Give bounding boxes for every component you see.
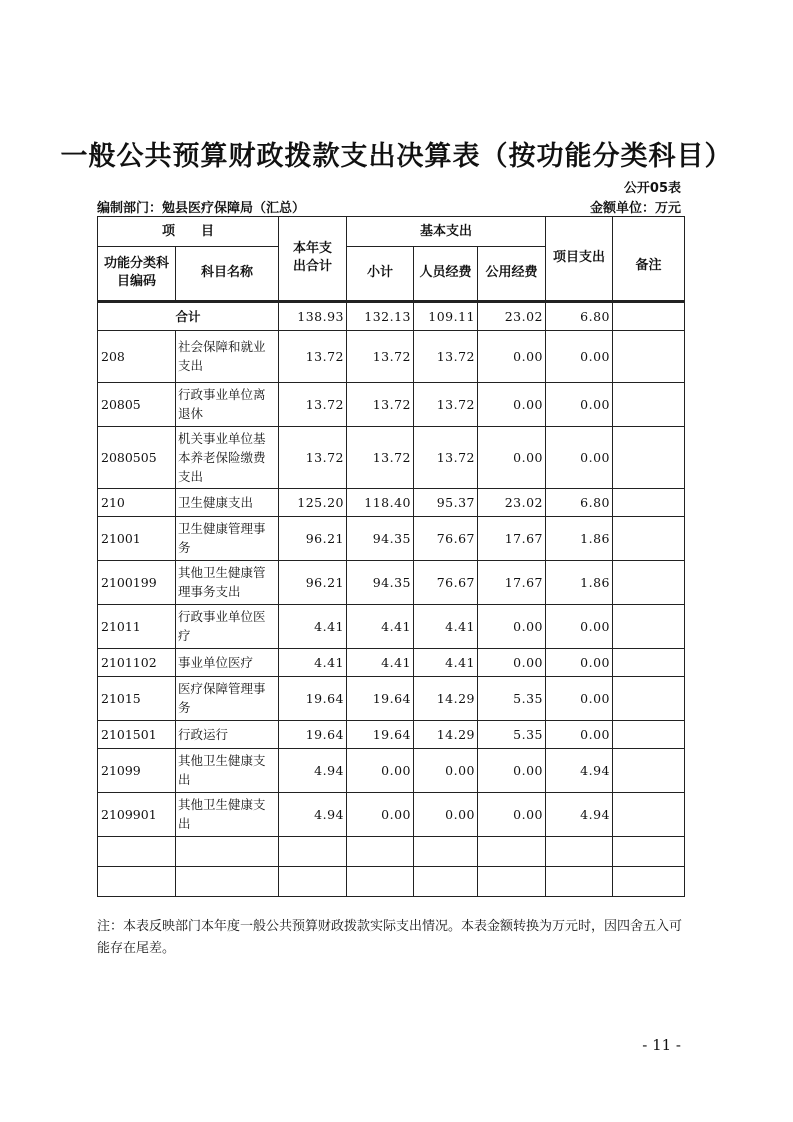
- value-cell: 0.00: [414, 792, 478, 836]
- table-row: [98, 604, 685, 648]
- table-row: [98, 426, 685, 488]
- remark-cell: [613, 302, 685, 330]
- value-cell: 4.41: [347, 648, 414, 676]
- value-cell: 4.94: [546, 748, 613, 792]
- table-row: [98, 748, 685, 792]
- name-cell: 其他卫生健康管理事务支出: [176, 560, 279, 604]
- value-cell: 13.72: [414, 426, 478, 488]
- name-cell: 社会保障和就业支出: [176, 330, 279, 382]
- meta-row: [97, 197, 681, 216]
- empty-cell: [613, 866, 685, 896]
- empty-cell: [347, 836, 414, 866]
- total-row: [98, 302, 685, 330]
- value-cell: 0.00: [546, 604, 613, 648]
- value-cell: 4.94: [279, 748, 347, 792]
- value-cell: 17.67: [478, 560, 546, 604]
- total-cell: 109.11: [414, 302, 478, 330]
- name-cell: 行政事业单位医疗: [176, 604, 279, 648]
- header-code: 功能分类科目编码: [98, 247, 176, 301]
- header-project: 项 目: [98, 217, 279, 247]
- header-total-expense: 本年支出合计: [279, 217, 347, 301]
- name-cell: 其他卫生健康支出: [176, 792, 279, 836]
- total-cell: 138.93: [279, 302, 347, 330]
- code-cell: 2080505: [98, 426, 176, 488]
- table-row: [98, 488, 685, 516]
- value-cell: 13.72: [279, 330, 347, 382]
- value-cell: 0.00: [478, 604, 546, 648]
- value-cell: 0.00: [546, 382, 613, 426]
- code-cell: 2109901: [98, 792, 176, 836]
- value-cell: 125.20: [279, 488, 347, 516]
- department-label: 编制部门：勉县医疗保障局（汇总）: [97, 201, 306, 216]
- value-cell: 94.35: [347, 516, 414, 560]
- value-cell: 5.35: [478, 720, 546, 748]
- value-cell: 94.35: [347, 560, 414, 604]
- value-cell: 0.00: [478, 792, 546, 836]
- value-cell: 14.29: [414, 676, 478, 720]
- empty-cell: [613, 836, 685, 866]
- footnote: 注：本表反映部门本年度一般公共预算财政拨款实际支出情况。本表金额转换为万元时，因四舍五入可能存在尾差。: [97, 919, 683, 956]
- value-cell: 19.64: [279, 676, 347, 720]
- name-cell: 机关事业单位基本养老保险缴费支出: [176, 426, 279, 488]
- value-cell: 0.00: [347, 792, 414, 836]
- remark-cell: [613, 382, 685, 426]
- value-cell: 0.00: [478, 330, 546, 382]
- name-cell: 事业单位医疗: [176, 648, 279, 676]
- value-cell: 4.94: [279, 792, 347, 836]
- name-cell: 行政事业单位离退休: [176, 382, 279, 426]
- table-row: [98, 516, 685, 560]
- value-cell: 0.00: [478, 426, 546, 488]
- table-row: [98, 676, 685, 720]
- table-row: [98, 648, 685, 676]
- header-public: 公用经费: [478, 247, 546, 301]
- value-cell: 4.94: [546, 792, 613, 836]
- remark-cell: [613, 426, 685, 488]
- value-cell: 76.67: [414, 560, 478, 604]
- code-cell: 21099: [98, 748, 176, 792]
- total-cell: 6.80: [546, 302, 613, 330]
- value-cell: 1.86: [546, 516, 613, 560]
- code-cell: 210: [98, 488, 176, 516]
- unit-label: 金额单位：万元: [589, 201, 681, 216]
- empty-cell: [478, 836, 546, 866]
- total-label: 合计: [98, 302, 279, 330]
- value-cell: 0.00: [478, 648, 546, 676]
- value-cell: 0.00: [546, 720, 613, 748]
- name-cell: 卫生健康支出: [176, 488, 279, 516]
- header-basic: 基本支出: [347, 217, 546, 247]
- header-personnel: 人员经费: [414, 247, 478, 301]
- empty-cell: [546, 836, 613, 866]
- name-cell: 行政运行: [176, 720, 279, 748]
- name-cell: 医疗保障管理事务: [176, 676, 279, 720]
- value-cell: 4.41: [279, 604, 347, 648]
- value-cell: 4.41: [279, 648, 347, 676]
- name-cell: 卫生健康管理事务: [176, 516, 279, 560]
- empty-cell: [279, 866, 347, 896]
- remark-cell: [613, 516, 685, 560]
- total-cell: 23.02: [478, 302, 546, 330]
- empty-row: [98, 836, 685, 866]
- value-cell: 19.64: [347, 720, 414, 748]
- value-cell: 4.41: [414, 648, 478, 676]
- empty-cell: [546, 866, 613, 896]
- value-cell: 118.40: [347, 488, 414, 516]
- page-number: - 11 -: [642, 1036, 681, 1054]
- empty-cell: [98, 836, 176, 866]
- value-cell: 19.64: [279, 720, 347, 748]
- value-cell: 4.41: [347, 604, 414, 648]
- empty-cell: [176, 866, 279, 896]
- value-cell: 13.72: [279, 382, 347, 426]
- remark-cell: [613, 648, 685, 676]
- empty-cell: [414, 866, 478, 896]
- empty-cell: [98, 866, 176, 896]
- code-cell: 21015: [98, 676, 176, 720]
- value-cell: 95.37: [414, 488, 478, 516]
- value-cell: 4.41: [414, 604, 478, 648]
- value-cell: 0.00: [347, 748, 414, 792]
- value-cell: 0.00: [478, 382, 546, 426]
- value-cell: 13.72: [414, 330, 478, 382]
- code-cell: 2100199: [98, 560, 176, 604]
- form-number: 公开05表: [623, 181, 681, 196]
- table-row: [98, 330, 685, 382]
- table-row: [98, 560, 685, 604]
- table-row: [98, 720, 685, 748]
- empty-cell: [414, 836, 478, 866]
- value-cell: 13.72: [347, 426, 414, 488]
- remark-cell: [613, 792, 685, 836]
- value-cell: 17.67: [478, 516, 546, 560]
- remark-cell: [613, 488, 685, 516]
- empty-cell: [347, 866, 414, 896]
- value-cell: 0.00: [414, 748, 478, 792]
- value-cell: 0.00: [546, 330, 613, 382]
- expenditure-table: [97, 216, 685, 897]
- header-name: 科目名称: [176, 247, 279, 301]
- remark-cell: [613, 604, 685, 648]
- value-cell: 96.21: [279, 560, 347, 604]
- empty-row: [98, 866, 685, 896]
- remark-cell: [613, 560, 685, 604]
- value-cell: 19.64: [347, 676, 414, 720]
- empty-cell: [176, 836, 279, 866]
- value-cell: 13.72: [279, 426, 347, 488]
- value-cell: 76.67: [414, 516, 478, 560]
- value-cell: 0.00: [546, 426, 613, 488]
- value-cell: 23.02: [478, 488, 546, 516]
- name-cell: 其他卫生健康支出: [176, 748, 279, 792]
- header-project-expense: 项目支出: [546, 217, 613, 301]
- value-cell: 6.80: [546, 488, 613, 516]
- value-cell: 13.72: [347, 382, 414, 426]
- code-cell: 2101102: [98, 648, 176, 676]
- code-cell: 2101501: [98, 720, 176, 748]
- header-subtotal: 小计: [347, 247, 414, 301]
- value-cell: 96.21: [279, 516, 347, 560]
- empty-cell: [478, 866, 546, 896]
- code-cell: 20805: [98, 382, 176, 426]
- table-row: [98, 382, 685, 426]
- total-cell: 132.13: [347, 302, 414, 330]
- header-remark: 备注: [613, 217, 685, 301]
- remark-cell: [613, 748, 685, 792]
- remark-cell: [613, 330, 685, 382]
- code-cell: 208: [98, 330, 176, 382]
- value-cell: 0.00: [478, 748, 546, 792]
- value-cell: 14.29: [414, 720, 478, 748]
- value-cell: 5.35: [478, 676, 546, 720]
- value-cell: 0.00: [546, 648, 613, 676]
- value-cell: 13.72: [414, 382, 478, 426]
- value-cell: 0.00: [546, 676, 613, 720]
- value-cell: 13.72: [347, 330, 414, 382]
- code-cell: 21011: [98, 604, 176, 648]
- remark-cell: [613, 676, 685, 720]
- table-row: [98, 792, 685, 836]
- value-cell: 1.86: [546, 560, 613, 604]
- code-cell: 21001: [98, 516, 176, 560]
- document-title: 一般公共预算财政拨款支出决算表（按功能分类科目）: [60, 141, 733, 172]
- empty-cell: [279, 836, 347, 866]
- remark-cell: [613, 720, 685, 748]
